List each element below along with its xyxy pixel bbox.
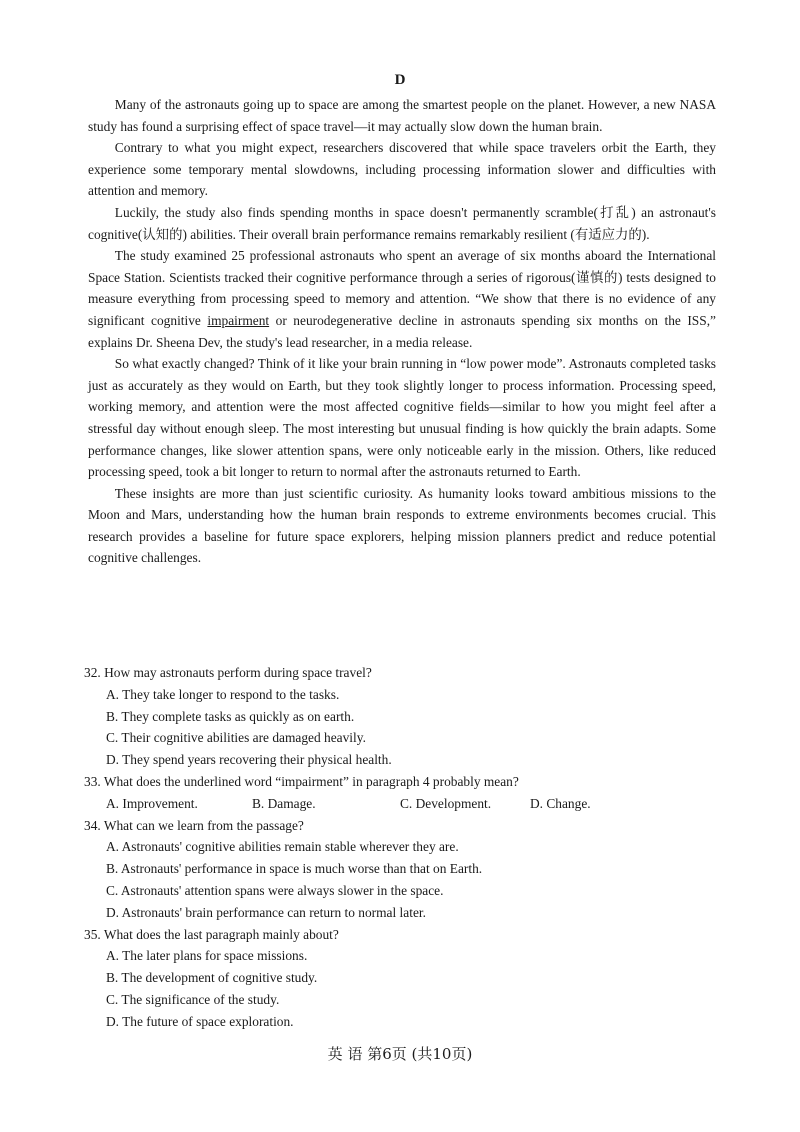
- paragraph-1: Many of the astronauts going up to space are among the smartest people on the planet. However, a new NASA study has found a surprising effect of space travel—it may actually slow down the human brain.: [88, 97, 716, 134]
- question-list: [84, 662, 724, 1033]
- option-b: B. Damage.: [252, 795, 316, 811]
- option-b: B. The development of cognitive study.: [106, 970, 318, 986]
- option-a: A. The later plans for space missions.: [106, 948, 308, 964]
- question-stem: 34. What can we learn from the passage?: [84, 817, 304, 833]
- option-c: C. Astronauts' attention spans were always slower in the space.: [106, 882, 444, 898]
- option-d: D. Change.: [530, 795, 591, 811]
- paragraph-4: [88, 245, 716, 353]
- option-b: B. They complete tasks as quickly as on earth.: [106, 708, 355, 724]
- option-a: A. Improvement.: [106, 795, 198, 811]
- option-b: B. Astronauts' performance in space is much worse than that on Earth.: [106, 861, 483, 877]
- question-stem: 32. How may astronauts perform during space travel?: [84, 665, 372, 680]
- paragraph-4-part-1: The study examined 25 professional astronauts who spent an average of six months aboard the International Space Station. Scientists tracked their cognitive performance through a series of rigorous(谨慎的) tests designed to measure everything from processing speed to memory and attention. “We show that there is no evidence of any significant cognitive: [88, 248, 716, 328]
- paragraph-6: These insights are more than just scientific curiosity. As humanity looks toward ambitious missions to the Moon and Mars, understanding how the human brain responds to extreme environments becomes crucial. This research provides a baseline for future space explorers, helping mission planners predict and reduce potential cognitive challenges.: [88, 485, 716, 566]
- option-c: C. The significance of the study.: [106, 991, 280, 1007]
- option-d: D. Astronauts' brain performance can return to normal later.: [106, 904, 426, 920]
- option-d: D. They spend years recovering their physical health.: [106, 752, 392, 768]
- question-stem: 35. What does the last paragraph mainly about?: [84, 926, 339, 942]
- underlined-word: impairment: [207, 312, 270, 328]
- question-32: [84, 662, 724, 771]
- option-row: [106, 793, 724, 815]
- reading-passage: [88, 94, 716, 569]
- paragraph-2: Contrary to what you might expect, researchers discovered that while space travelers orbit the Earth, they experience some temporary mental slowdowns, including processing information slower and difficulties with attention and memory.: [88, 140, 716, 199]
- option-c: C. Their cognitive abilities are damaged heavily.: [106, 730, 366, 746]
- paragraph-3: Luckily, the study also finds spending months in space doesn't permanently scramble(打乱) an astronaut's cognitive(认知的) abilities. Their overall brain performance remains remarkably resilient (有适应力的).: [88, 204, 716, 242]
- question-35: [84, 924, 724, 1033]
- section-label: D: [394, 72, 406, 88]
- paragraph-5: So what exactly changed? Think of it like your brain running in “low power mode”. Astronauts completed tasks just as accurately as they would on Earth, but they took slightly longer to process information. Processing speed, working memory, and attention were the most affected cognitive fields—similar to how you might feel after a stressful day without enough sleep. The most interesting but unusual finding is how quickly the brain adapts. Some performance changes, like slower attention spans, were only noticeable early in the mission. Others, like reduced processing speed, took a bit longer to return to normal after the astronauts returned to Earth.: [88, 356, 716, 480]
- option-c: C. Development.: [400, 795, 492, 811]
- question-34: [84, 815, 724, 924]
- option-a: A. They take longer to respond to the tasks.: [106, 686, 340, 702]
- option-a: A. Astronauts' cognitive abilities remain stable wherever they are.: [106, 839, 459, 855]
- question-33: [84, 771, 724, 815]
- paragraph-4-part-2: or neurodegenerative decline in astronauts spending six months on the ISS,” explains Dr. Sheena Dev, the study's lead researcher, in a media release.: [88, 312, 716, 350]
- option-d: D. The future of space exploration.: [106, 1013, 294, 1029]
- page-footer: 英 语 第6页 (共10页): [327, 1045, 473, 1063]
- question-stem: 33. What does the underlined word “impairment” in paragraph 4 probably mean?: [84, 773, 519, 789]
